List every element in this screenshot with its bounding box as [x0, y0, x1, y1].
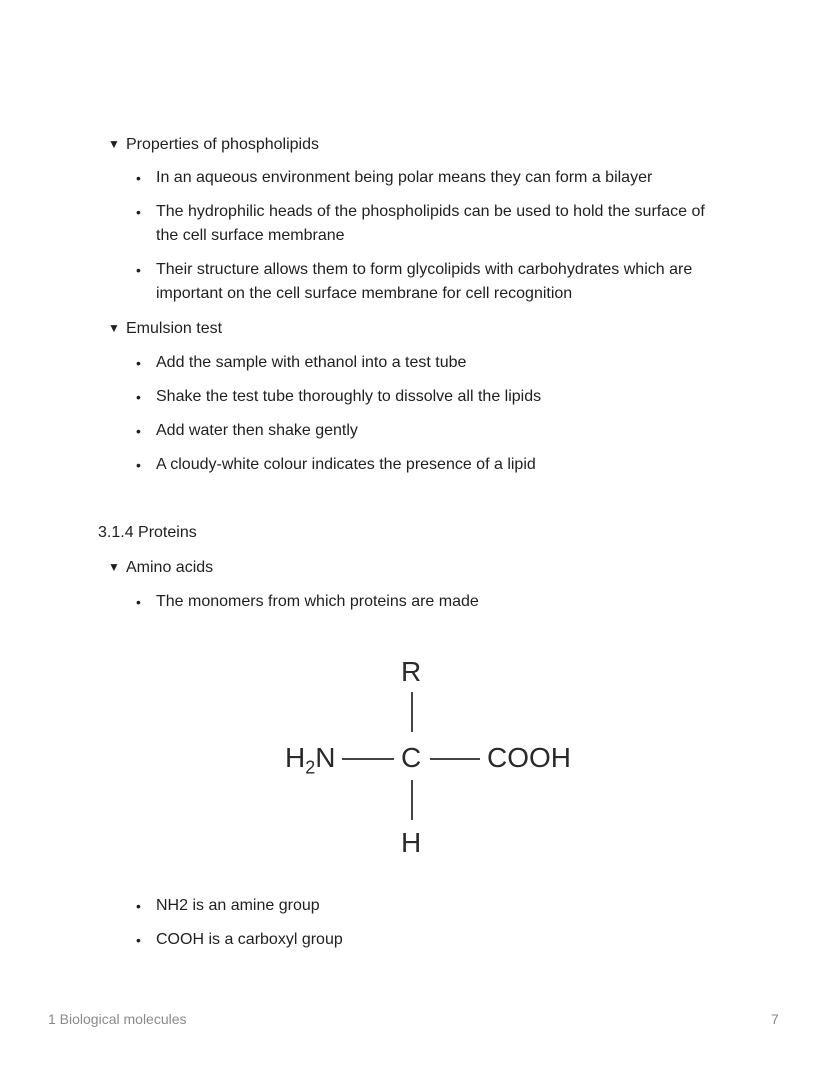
bullet-dot-icon: •: [136, 932, 141, 948]
list-item: • Shake the test tube thoroughly to dissolve all the lipids: [136, 385, 726, 409]
list-item: • The hydrophilic heads of the phospholipids can be used to hold the surface of the cell surface membrane: [136, 200, 726, 248]
bullet-dot-icon: •: [136, 170, 141, 186]
toggle-title: Amino acids: [126, 559, 214, 576]
bullet-dot-icon: •: [136, 262, 141, 278]
amino-acid-structure-diagram: [270, 650, 590, 865]
toggle-triangle-icon[interactable]: ▼: [108, 321, 120, 335]
footer-page-number: 7: [771, 1011, 779, 1027]
r-group-label: R: [401, 656, 422, 687]
toggle-title: Properties of phospholipids: [126, 136, 320, 153]
toggle-triangle-icon[interactable]: ▼: [108, 137, 120, 151]
toggle-title: Emulsion test: [126, 320, 223, 337]
list-item: • COOH is a carboxyl group: [136, 928, 726, 952]
hydrogen-label: H: [401, 827, 422, 858]
list-item: • The monomers from which proteins are made: [136, 590, 726, 614]
bond-top: [411, 692, 413, 732]
bullet-dot-icon: •: [136, 457, 141, 473]
list-item: • Their structure allows them to form glycolipids with carbohydrates which are important on the cell surface membrane for cell recognition: [136, 258, 726, 306]
bond-right: [430, 758, 480, 760]
bullet-dot-icon: •: [136, 355, 141, 371]
list-item: • NH2 is an amine group: [136, 894, 726, 918]
toggle-properties-of-phospholipids[interactable]: [108, 134, 319, 155]
list-item: • In an aqueous environment being polar means they can form a bilayer: [136, 166, 726, 190]
list-item: • Add the sample with ethanol into a test tube: [136, 351, 726, 375]
toggle-emulsion-test[interactable]: [108, 318, 222, 339]
toggle-triangle-icon[interactable]: ▼: [108, 560, 120, 574]
section-heading: 3.1.4 Proteins: [98, 524, 197, 541]
alpha-carbon-label: C: [401, 742, 422, 773]
bullet-dot-icon: •: [136, 898, 141, 914]
amine-group-label: $H_2N$: [285, 742, 336, 778]
bullet-dot-icon: •: [136, 594, 141, 610]
bond-left: [342, 758, 394, 760]
bullet-dot-icon: •: [136, 423, 141, 439]
list-item: • A cloudy-white colour indicates the presence of a lipid: [136, 453, 726, 477]
list-item: • Add water then shake gently: [136, 419, 726, 443]
carboxyl-group-label: COOH: [487, 742, 571, 773]
toggle-amino-acids[interactable]: [108, 557, 213, 578]
bullet-dot-icon: •: [136, 204, 141, 220]
bullet-dot-icon: •: [136, 389, 141, 405]
footer-chapter-title: 1 Biological molecules: [48, 1011, 187, 1027]
bond-bottom: [411, 780, 413, 820]
